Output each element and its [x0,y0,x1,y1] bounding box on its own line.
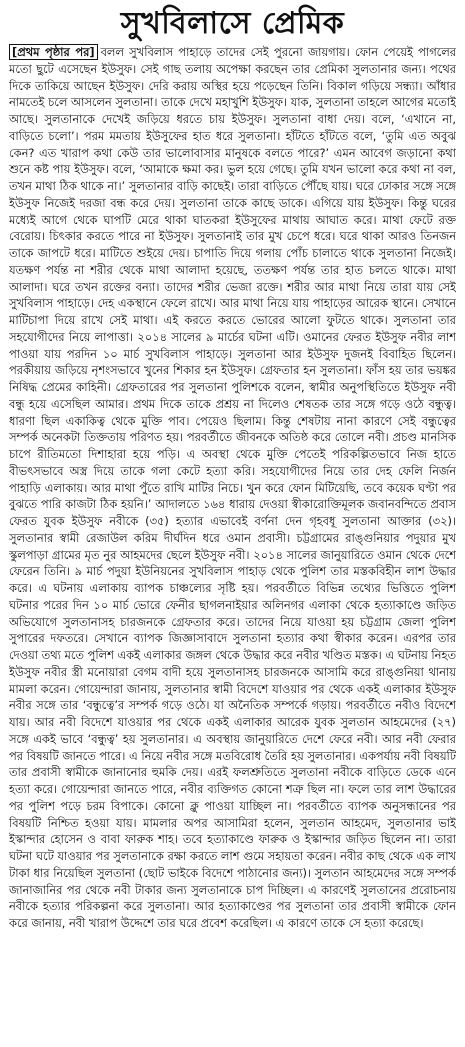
article-body [9,44,456,1039]
article-headline: সুখবিলাসে প্রেমিক [120,6,345,41]
article-body-text: বলল সুখবিলাস পাহাড়ে তাদের সেই পুরনো জায়গায়। ফোন পেয়েই পাগলের মতো ছুটে এসেছেন ইউসুফ। সেই গাছ তলায় অপেক্ষা করছেন তার প্রেমিকা সুলতানার জন্য। পথের দিকে তাকিয়ে আছেন ইউসুফ। দেরি করায় অস্থির হয়ে পড়েছেন তিনি। বিকাল গড়িয়ে সন্ধ্যা। আঁধার নামতেই চলে আসলেন সুলতানা। তাকে দেখে মহাখুশি ইউসুফ। যাক, সুলতানা তাহলে আগের মতোই আছে। সুলতানাকে দেখেই জড়িয়ে ধরতে চায় ইউসুফ। সুলতানা বাধা দেয়। বলে, ‘এখানে না, বাড়িতে চলো’। পরম মমতায় ইউসুফের হাত ধরে সুলতানা। হাঁটতে হাঁটতে বলে, ‘তুমি এত অবুঝ কেন? এত খারাপ কথা কেউ তার ভালোবাসার মানুষকে বলতে পারে?’ এমন আবেগ জড়ানো কথা শুনে কষ্ট পায় ইউসুফ। বলে, ‘আমাকে ক্ষমা কর। ভুল হয়ে গেছে। তুমি যখন ভালো করে কথা না বল, তখন মাথা ঠিক থাকে না।’ সুলতানার বাড়ি কাছেই। তারা বাড়িতে পৌঁছে যায়। ঘরে ঢোকার সঙ্গে সঙ্গে ইউসুফ নিজেই দরজা বন্ধ করে দেয়। সুলতানা তাকে কাছে ডাকে। এগিয়ে যায় ইউসুফ। কিন্তু ঘরের মধ্যেই আগে থেকে ঘাপটি মেরে থাকা ঘাতকরা ইউসুফের মাথায় আঘাত করে। মাথা ফেটে রক্ত বেরোয়। চিৎকার করতে পারে না ইউসুফ। সুলতানাই তার মুখ চেপে ধরে। ঘরে থাকা আরও তিনজন তাকে জাপটে ধরে। মাটিতে শুইয়ে দেয়। চাপাতি দিয়ে গলায় পোঁচ চালাতে থাকে সুলতানা নিজেই। যতক্ষণ পর্যন্ত না শরীর থেকে মাথা আলাদা হয়েছে, ততক্ষণ পর্যন্ত তার হাত চলতে থাকে। মাথা আলাদা। ঘরে তখন রক্তের বন্যা। তাদের শরীর ভেজা রক্তে। শরীর আর মাথা নিয়ে তারা যায় সেই সুখবিলাস পাহাড়ে। দেহ একস্থানে ফেলে রাখে। আর মাথা নিয়ে যায় পাহাড়ের আরেক স্থানে। সেখানে মাটিচাপা দিয়ে রাখে সেই মাথা। এই করতে করতে ভোরের আলো ফুটতে থাকে। সুলতানা তার সহযোগীদের নিয়ে লাপাত্তা। ২০১৪ সালের ৯ মার্চের ঘটনা এটি। ওমানের ফেরত ইউসুফ নবীর লাশ পাওয়া যায় পরদিন ১০ মার্চ সুখবিলাস পাহাড়ে। সুলতানা আর ইউসুফ দুজনই বিবাহিত ছিলেন। পরকীয়ায় জড়িয়ে নৃশংসভাবে খুনের শিকার হন ইউসুফ। গ্রেফতার হন সুলতানা। ফাঁস হয় তার ভয়ঙ্কর নিষিদ্ধ প্রেমের কাহিনী। গ্রেফতারের পর সুলতানা পুলিশকে বলেন, স্বামীর অনুপস্থিতিতে ইউসুফ নবী বন্ধু হয়ে এসেছিল আমার। প্রথম দিকে তাকে প্রশ্রয় না দিলেও শেষতক তার সঙ্গে গড়ে ওঠে বন্ধুত্ব। ধারণা ছিল একাকিত্ব থেকে মুক্তি পাব। পেয়েও ছিলাম। কিন্তু শেষটায় নানা কারণে সেই বন্ধুত্বের সম্পর্ক অনেকটা তিক্ততায় পরিণত হয়। পরবর্তীতে জীবনকে অতিষ্ঠ করে তোলে নবী। প্রচণ্ড মানসিক চাপে রীতিমতো দিশাহারা হয়ে পড়ি। এ অবস্থা থেকে মুক্তি পেতেই পরিকল্পিতভাবে নিজ হাতে বীভৎসভাবে অস্ত্র দিয়ে তাকে গলা কেটে হত্যা করি। সহযোগীদের নিয়ে তার দেহ ফেলি নির্জন পাহাড়ি এলাকায়। আর মাথা পুঁতে রাখি মাটির নিচে। খুন করে ফোন মিটিয়েছি, তবে কয়েক ঘণ্টা পর বুঝতে পারি কাজটা ঠিক হয়নি।’ আদালতে ১৬৪ ধারায় দেওয়া স্বীকারোক্তিমূলক জবানবন্দিতে প্রবাস ফেরত যুবক ইউসুফ নবীকে (৩৫) হত্যার এভাবেই বর্ণনা দেন গৃহবধূ সুলতানা আক্তার (৩২)। সুলতানার স্বামী রেজাউল করিম দীর্ঘদিন ধরে ওমান প্রবাসী। চট্টগ্রামের রাঙ্গুনিয়ার পদুয়ার মুখ স্কুলপাড়া গ্রামের মৃত নুর আহমদের ছেলে ইউসুফ নবী। ২০১৪ সালের জানুয়ারিতে ওমান থেকে দেশে ফেরেন তিনি। ৯ মার্চ পদুয়া ইউনিয়নের সুখবিলাস পাহাড় থেকে পুলিশ তার মস্তকবিহীন লাশ উদ্ধার করে। এ ঘটনায় এলাকায় ব্যাপক চাঞ্চল্যের সৃষ্টি হয়। পরবর্তীতে বিভিন্ন তথ্যের ভিত্তিতে পুলিশ ঘটনার পরের দিন ১০ মার্চ ভোরে ফেনীর ছাগলনাইয়ার অলিনগর এলাকা থেকে হত্যাকাণ্ডে জড়িত অভিযোগে সুলতানাসহ চারজনকে গ্রেফতার করে। তাদের নিয়ে যাওয়া হয় চট্টগ্রাম জেলা পুলিশ সুপারের দফতরে। সেখানে ব্যাপক জিজ্ঞাসাবাদে সুলতানা হত্যার কথা স্বীকার করেন। এরপর তার দেওয়া তথ্য মতে পুলিশ একই এলাকার জঙ্গল থেকে উদ্ধার করে নবীর খণ্ডিত মস্তক। এ ঘটনায় নিহত ইউসুফ নবীর স্ত্রী মনোয়ারা বেগম বাদী হয়ে সুলতানাসহ চারজনকে আসামি করে রাঙ্গুনিয়া থানায় মামলা করেন। গোয়েন্দারা জানায়, সুলতানার স্বামী বিদেশে যাওয়ার পর থেকে একই এলাকার ইউসুফ নবীর সঙ্গে তার ‘বন্ধুত্বে’র সম্পর্ক গড়ে ওঠে। যা অনৈতিক সম্পর্কে গড়ায়। পরবর্তীতে নবীও বিদেশে যায়। আর নবী বিদেশে যাওয়ার পর থেকে একই এলাকার আরেক যুবক সুলতান আহমেদের (২৭) সঙ্গে একই ভাবে ‘বন্ধুত্ব’ হয় সুলতানার। এ অবস্থায় জানুয়ারিতে দেশে ফেরে নবী। আর নবী ফেরার পর বিষয়টি জানতে পারে। এ নিয়ে নবীর সঙ্গে মতবিরোধ তৈরি হয় সুলতানার। একপর্যায় নবী বিষয়টি তার প্রবাসী স্বামীকে জানানোর হুমকি দেয়। এরই ফলশ্রুতিতে সুলতানা নবীকে বাড়িতে ডেকে এনে হত্যা করে। গোয়েন্দারা জানতে পারে, নবীর ব্যক্তিগত কোনো শত্রু ছিল না। ফলে তার লাশ উদ্ধারের পর পুলিশ পড়ে চরম বিপাকে। কোনো ক্লু পাওয়া যাচ্ছিল না। পরবর্তীতে ব্যাপক অনুসন্ধানের পর বিষয়টি নিশ্চিত হওয়া যায়। মামলার অপর আসামিরা হলেন, সুলতান আহমেদ, সুলতানার ভাই ইস্কান্দার হোসেন ও বাবা ফারুক শাহ। তবে হত্যাকাণ্ডে ফারুক ও ইস্কান্দার জড়িত ছিলেন না। তারা ঘটনা ঘটে যাওয়ার পর সুলতানাকে রক্ষা করতে লাশ গুমে সহায়তা করেন। নবীর কাছ থেকে এক লাখ টাকা ধার নিয়েছিল সুলতানা (ছোট ভাইকে বিদেশে পাঠানোর জন্য)। সুলতান আহমেদের সঙ্গে সম্পর্ক জানাজানির পর থেকে নবী টাকার জন্য সুলতানাকে চাপ দিচ্ছিল। এ কারণেই সুলতানের প্ররোচনায় নবীকে হত্যার পরিকল্পনা করে সুলতানা। আর হত্যাকাণ্ডের পর সুলতানা তার প্রবাসী স্বামীকে ফোন করে জানায়, নবী খারাপ উদ্দেশে তার ঘরে প্রবেশ করেছিল। এ কারণে তাকে সে হত্যা করেছে। [9,45,456,930]
continued-from-front-page-tag: [প্রথম পৃষ্ঠার পর] [9,44,98,60]
